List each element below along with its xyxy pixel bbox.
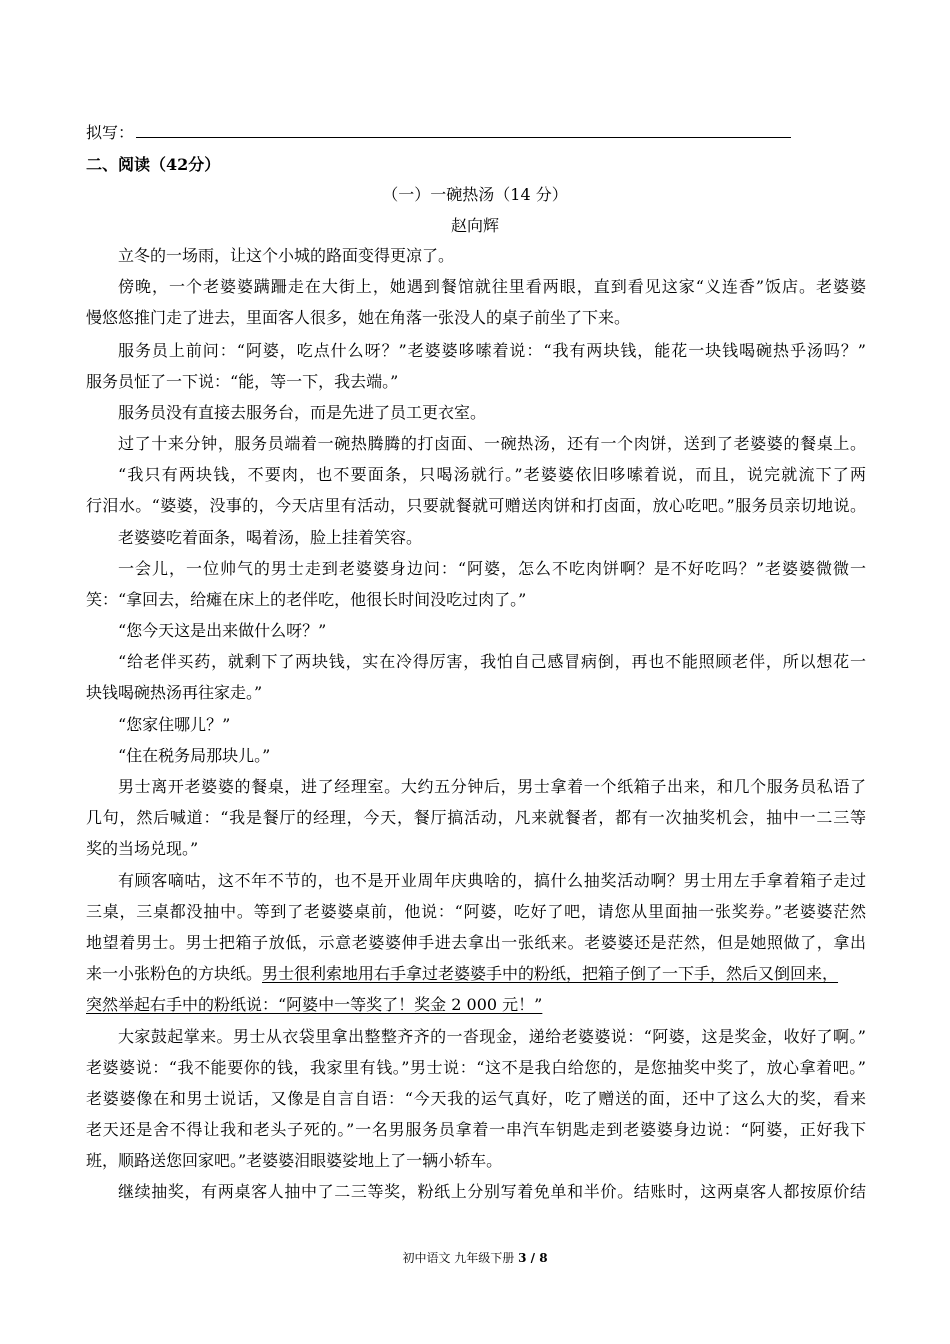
- paragraph-line: [86, 995, 866, 1015]
- page-number: 3 / 8: [518, 1251, 548, 1265]
- paragraph-line: 老婆婆像在和男士说话，又像是自言自语：“今天我的运气真好，吃了赠送的面，还中了这么大的奖，看来: [86, 1089, 866, 1108]
- page-footer: [0, 1250, 950, 1266]
- section-title: 二、阅读（42分）: [86, 155, 221, 174]
- underlined-sentence: 男士很利索地用右手拿过老婆婆手中的粉纸，把箱子倒了一下手，然后又倒回来，: [262, 964, 839, 983]
- paragraph-line: 奖的当场兑现。”: [86, 839, 199, 858]
- article-author: 赵向辉: [450, 216, 499, 235]
- line-lead-text: 来一小张粉色的方块纸。: [86, 964, 263, 983]
- paragraph-line: 几句，然后喊道：“我是餐厅的经理，今天，餐厅搞活动，凡来就餐者，都有一次抽奖机会，抽中一二三等: [86, 808, 866, 827]
- paragraph-line: 过了十来分钟，服务员端着一碗热腾腾的打卤面、一碗热汤，还有一个肉饼，送到了老婆婆的餐桌上。: [118, 434, 866, 453]
- paragraph-line: “给老伴买药，就剩下了两块钱，实在冷得厉害，我怕自己感冒病倒，再也不能照顾老伴，所以想花一: [118, 652, 866, 671]
- paragraph-line: 继续抽奖，有两桌客人抽中了二三等奖，粉纸上分别写着免单和半价。结账时，这两桌客人都按原价结: [118, 1182, 866, 1201]
- draft-prompt: [86, 122, 866, 143]
- paragraph-line: 块钱喝碗热汤再往家走。”: [86, 683, 263, 702]
- paragraph-line: 慢悠悠推门走了进去，里面客人很多，她在角落一张没人的桌子前坐了下来。: [86, 308, 631, 327]
- paragraph-line: 服务员没有直接去服务台，而是先进了员工更衣室。: [118, 403, 487, 422]
- footer-grade: 九年级下册: [454, 1251, 515, 1265]
- draft-label: 拟写：: [86, 123, 135, 142]
- paragraph-line: 老婆婆吃着面条，喝着汤，脸上挂着笑容。: [118, 528, 423, 547]
- footer-course: 初中语文: [402, 1251, 451, 1265]
- paragraph-line: “您家住哪儿？”: [118, 715, 231, 734]
- paragraph-line: [86, 964, 866, 984]
- paragraph-line: 班，顺路送您回家吧。”老婆婆泪眼婆娑地上了一辆小轿车。: [86, 1151, 503, 1170]
- paragraph-line: 男士离开老婆婆的餐桌，进了经理室。大约五分钟后，男士拿着一个纸箱子出来，和几个服务员私语了: [118, 777, 866, 796]
- paragraph-line: 老婆婆说：“我不能要你的钱，我家里有钱。”男士说：“这不是我白给您的，是您抽奖中奖了，放心拿着吧。”: [86, 1058, 866, 1077]
- paragraph-line: 行泪水。“婆婆，没事的，今天店里有活动，只要就餐就可赠送肉饼和打卤面，放心吃吧。”服务员亲切地说。: [86, 496, 866, 515]
- draft-answer-blank[interactable]: [136, 122, 791, 138]
- paragraph-line: “我只有两块钱，不要肉，也不要面条，只喝汤就行。”老婆婆依旧哆嗦着说，而且，说完就流下了两: [118, 465, 866, 484]
- paragraph-line: 笑：“拿回去，给瘫在床上的老伴吃，他很长时间没吃过肉了。”: [86, 590, 527, 609]
- paragraph-line: 有顾客嘀咕，这不年不节的，也不是开业周年庆典啥的，搞什么抽奖活动啊？男士用左手拿着箱子走过: [118, 871, 866, 890]
- underlined-sentence: 突然举起右手中的粉纸说：“阿婆中一等奖了！奖金 2 000 元！”: [86, 995, 543, 1014]
- paragraph-line: 老天还是舍不得让我和老头子死的。”一名男服务员拿着一串汽车钥匙走到老婆婆身边说：“阿婆，正好我下: [86, 1120, 866, 1139]
- paragraph-line: 立冬的一场雨，让这个小城的路面变得更凉了。: [118, 246, 455, 265]
- paragraph-line: 服务员怔了一下说：“能，等一下，我去端。”: [86, 372, 399, 391]
- paragraph-line: 服务员上前问：“阿婆，吃点什么呀？”老婆婆哆嗦着说：“我有两块钱，能花一块钱喝碗热乎汤吗？”: [118, 341, 866, 360]
- paragraph-line: 大家鼓起掌来。男士从衣袋里拿出整整齐齐的一沓现金，递给老婆婆说：“阿婆，这是奖金，收好了啊。”: [118, 1027, 866, 1046]
- paragraph-line: 傍晚，一个老婆婆蹒跚走在大街上，她遇到餐馆就往里看两眼，直到看见这家“义连香”饭店。老婆婆: [118, 277, 866, 296]
- paragraph-line: “住在税务局那块儿。”: [118, 746, 271, 765]
- paragraph-line: 一会儿，一位帅气的男士走到老婆婆身边问：“阿婆，怎么不吃肉饼啊？是不好吃吗？”老婆婆微微一: [118, 559, 866, 578]
- paragraph-line: 三桌，三桌都没抽中。等到了老婆婆桌前，他说：“阿婆，吃好了吧，请您从里面抽一张奖券。”老婆婆茫然: [86, 902, 866, 921]
- paragraph-line: “您今天这是出来做什么呀？”: [118, 621, 327, 640]
- paragraph-line: 地望着男士。男士把箱子放低，示意老婆婆伸手进去拿出一张纸来。老婆婆还是茫然，但是她照做了，拿出: [86, 933, 866, 952]
- article-title: （一）一碗热汤（14 分）: [382, 185, 568, 204]
